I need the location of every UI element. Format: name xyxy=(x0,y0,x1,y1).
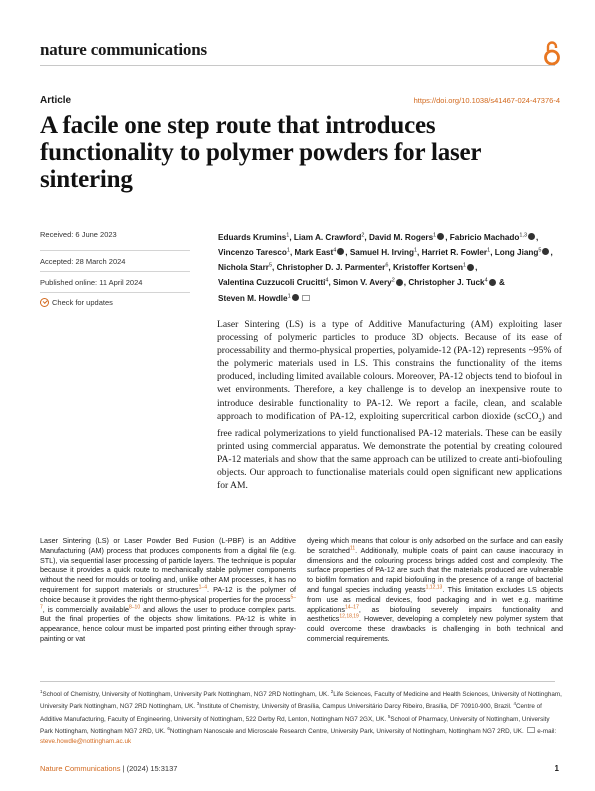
affiliation: Nottingham Nanoscale and Microscale Research Centre, University Park, University of Nottingham, Nottingham NG7 2RD, UK. xyxy=(169,728,526,736)
orcid-icon[interactable] xyxy=(467,264,474,271)
author[interactable] xyxy=(369,233,448,242)
affiliation: Institute of Chemistry, University of Brasília, Campus Universitário Darcy Ribeiro, Brasília, DF 70910-900, Brazil. xyxy=(199,703,514,711)
author-separator: , xyxy=(403,278,407,288)
affiliation-number: 1 xyxy=(40,689,43,694)
abstract-subscript: 2 xyxy=(538,416,542,424)
author[interactable] xyxy=(408,278,505,287)
abstract-text-2: ) and free radical polymerizations to yield functionalised PA-12 materials. These can be easily printed using commercial apparatus. We demonstrate the potential by creating coloured PA-12 materials and show that the same approach can be utilized to create anti-biofouling objects. Our approach to functionalise materials could open significant new applications for AM. xyxy=(217,410,562,492)
author-separator: & xyxy=(496,278,505,288)
author-separator: , xyxy=(445,232,448,242)
orcid-icon[interactable] xyxy=(292,294,299,301)
author[interactable] xyxy=(218,278,331,287)
affiliations xyxy=(40,687,562,746)
author-separator: , xyxy=(475,263,478,273)
affiliation: School of Chemistry, University of Nottingham, University Park Nottingham, NG7 2RD Nottingham, UK. xyxy=(42,691,331,699)
author-name: Simon V. Avery xyxy=(333,278,392,288)
author-name: Christopher J. Tuck xyxy=(408,278,485,288)
affiliation: Life Sciences, Faculty of Medicine and Health Sciences, University of Nottingham, University Park Nottingham, NG7 2RD Nottingham, UK. xyxy=(40,691,562,711)
article-type: Article xyxy=(40,95,72,106)
check-updates-button[interactable] xyxy=(40,298,190,307)
footer-journal-link[interactable]: Nature Communications xyxy=(40,764,121,773)
author-affiliation-number: 1 xyxy=(487,247,491,254)
author-separator: , xyxy=(272,263,275,273)
author-separator: , xyxy=(388,263,391,273)
article-title: A facile one step route that introduces functionality to polymer powders for laser sintering xyxy=(40,112,481,193)
orcid-icon[interactable] xyxy=(396,279,403,286)
reference-link[interactable]: 14–17 xyxy=(344,604,359,611)
author-list xyxy=(218,229,563,305)
author-name: Steven M. Howdle xyxy=(218,293,288,303)
author-separator: , xyxy=(490,247,493,257)
body-text: dyeing which means that colour is only adsorbed on the surface and can easily be scratched xyxy=(307,536,563,555)
body-text: . PA-12 is the polymer of choice because it provides the right thermo-physical properties for the process xyxy=(40,584,296,604)
author-separator: , xyxy=(289,247,293,257)
author[interactable] xyxy=(495,248,553,257)
author-affiliation-number: 4 xyxy=(333,247,337,254)
reference-link[interactable]: 11 xyxy=(349,545,356,552)
orcid-icon[interactable] xyxy=(337,248,344,255)
author-name: David M. Rogers xyxy=(368,232,434,242)
author-affiliation-number: 1 xyxy=(413,247,418,254)
author-affiliation-number: 4 xyxy=(325,277,329,284)
author[interactable] xyxy=(218,294,310,303)
affiliation-divider xyxy=(40,681,555,682)
author-affiliation-number: 1 xyxy=(286,232,290,238)
author-name: Vincenzo Taresco xyxy=(218,247,287,257)
author[interactable] xyxy=(450,233,539,242)
abstract-text-1: Laser Sintering (LS) is a type of Additive Manufacturing (AM) exploiting laser processing of polymeric particles to produce 3D objects. Because of its ease of processability and thermo-physical properties, polyamide-12 (PA-12) represents ~95% of the polymeric materials used in LS. This constrains the functionality of the items produced, including limited available colours. Moreover, PA-12 objects tend to biofoul in wet environments. Therefore, a key challenge is to develop an inexpensive route to introduce desirable functionality to PA-12. We report a facile, clean, and scalable approach to modification of PA-12, exploiting supercritical carbon dioxide (scCO xyxy=(217,319,562,422)
affiliation-number: 6 xyxy=(167,726,170,732)
abstract xyxy=(217,318,562,492)
received-date: Received: 6 June 2023 xyxy=(40,230,190,251)
author-separator: , xyxy=(289,232,292,242)
author-separator: , xyxy=(550,247,553,257)
author-separator: , xyxy=(345,247,348,257)
mail-icon[interactable] xyxy=(302,295,310,301)
affiliation-number: 4 xyxy=(513,701,516,707)
author-separator: , xyxy=(417,247,420,257)
article-dates xyxy=(40,230,190,307)
author[interactable] xyxy=(218,263,274,272)
author-name: Mark East xyxy=(294,247,334,257)
author-name: Fabricio Machado xyxy=(449,232,520,242)
page-number: 1 xyxy=(554,764,559,773)
author-affiliation-number: 5 xyxy=(268,262,273,269)
author-affiliation-number: 1 xyxy=(433,232,437,238)
author-separator: , xyxy=(536,232,539,242)
reference-link[interactable]: 12,18,19 xyxy=(339,613,359,620)
body-text: and allows the user to produce complex parts. But the final properties of the objects show limitations. PA-12 is white in appearance, hence colour must be imparted post printing either through spray-painting or vat xyxy=(40,604,297,643)
affiliation-number: 3 xyxy=(196,701,200,707)
published-date: Published online: 11 April 2024 xyxy=(40,272,190,293)
body-column-right xyxy=(307,536,563,644)
mail-icon xyxy=(527,727,535,733)
author[interactable] xyxy=(277,263,391,272)
author-affiliation-number: 6 xyxy=(385,262,389,269)
orcid-icon[interactable] xyxy=(542,248,549,255)
author-name: Kristoffer Kortsen xyxy=(392,263,464,273)
reference-link[interactable]: 8–10 xyxy=(129,604,141,611)
orcid-icon[interactable] xyxy=(437,233,444,240)
author-name: Samuel H. Irving xyxy=(349,247,414,257)
author-name: Harriet R. Fowler xyxy=(421,247,488,257)
author-separator: , xyxy=(364,232,367,242)
author[interactable] xyxy=(350,248,420,257)
author-name: Long Jiang xyxy=(494,247,539,257)
body-column-left xyxy=(40,536,296,644)
author[interactable] xyxy=(422,248,493,257)
body-text: . Additionally, multiple coats of paint can cause inaccuracy in dimensions and the colouring process brings added cost and complexity. The surface properties of PA-12 are such that the materials produced are vulnerable to biofilm formation and rapid biofouling in the presence of a range of bacterial and fungal species including yeasts xyxy=(307,545,563,594)
author-affiliation-number: 1 xyxy=(286,247,290,254)
reference-link[interactable]: 5–7 xyxy=(40,594,296,611)
accepted-date: Accepted: 28 March 2024 xyxy=(40,251,190,272)
author-affiliation-number: 1 xyxy=(463,262,467,269)
check-updates-label: Check for updates xyxy=(52,298,113,307)
doi-link[interactable]: https://doi.org/10.1038/s41467-024-47376-4 xyxy=(413,96,560,105)
check-updates-icon xyxy=(40,298,49,307)
author[interactable] xyxy=(295,248,348,257)
body-text: . This limitation excludes LS objects from use as medical devices, food packaging and in wet e.g. maritime applications xyxy=(307,584,563,614)
reference-link[interactable]: 1,12,13 xyxy=(425,584,443,591)
email-link[interactable]: steve.howdle@nottingham.ac.uk xyxy=(40,737,132,745)
reference-link[interactable]: 1–4 xyxy=(198,584,207,591)
author-name: Valentina Cuzzucoli Crucitti xyxy=(218,278,326,288)
body-text: , as biofouling severely impairs functionality and aesthetics xyxy=(307,604,563,624)
author[interactable] xyxy=(218,248,292,257)
footer-citation xyxy=(40,764,177,773)
body-text: , is commercially available xyxy=(42,604,129,614)
author-affiliation-number: 1 xyxy=(287,292,291,299)
affiliation: School of Pharmacy, University of Nottingham, University Park Nottingham, Nottingham NG7 2RD, UK. xyxy=(40,715,550,736)
author-affiliation-number: 2 xyxy=(391,277,395,284)
affiliation-number: 5 xyxy=(387,713,391,719)
author-affiliation-number: 5 xyxy=(538,247,542,254)
footer-volume: | (2024) 15:3137 xyxy=(120,764,178,773)
author[interactable] xyxy=(393,263,477,272)
author[interactable] xyxy=(333,278,406,287)
author-name: Christopher D. J. Parmenter xyxy=(276,263,386,273)
author-separator: , xyxy=(328,278,331,288)
open-access-icon[interactable] xyxy=(543,40,561,66)
author-name: Nichola Starr xyxy=(218,263,269,273)
orcid-icon[interactable] xyxy=(489,279,496,286)
author-name: Eduards Krumins xyxy=(218,232,287,242)
body-text: Laser Sintering (LS) or Laser Powder Bed Fusion (L-PBF) is an Additive Manufacturing (AM) process that produces components from a digital file (e.g. STL), via sequential laser processing of particle layers. The technique is popular because it provides a quick route to mechanically stable polymer components without the need for moulds or tooling and, unlike other AM processes, it has no requirement for support materials or structures xyxy=(40,536,296,594)
author[interactable] xyxy=(294,233,367,242)
affiliation: Centre of Additive Manufacturing, Faculty of Engineering, University of Nottingham, 522 Derby Rd, Lenton, Nottingham NG7 2GX, UK. xyxy=(40,703,542,723)
body-text: . However, developing a completely new polymer system that could overcome these drawbacks is challenging in both technical and commercial requirements. xyxy=(307,614,563,643)
author-affiliation-number: 4 xyxy=(484,277,488,284)
email-label: e-mail: xyxy=(537,728,557,736)
author[interactable] xyxy=(218,233,292,242)
orcid-icon[interactable] xyxy=(528,233,535,240)
author-affiliation-number: 1,3 xyxy=(519,232,528,238)
header-divider xyxy=(40,65,555,66)
affiliation-number: 2 xyxy=(330,689,334,694)
author-affiliation-number: 2 xyxy=(361,232,365,238)
author-name: Liam A. Crawford xyxy=(293,232,362,242)
journal-name[interactable]: nature communications xyxy=(40,40,207,59)
